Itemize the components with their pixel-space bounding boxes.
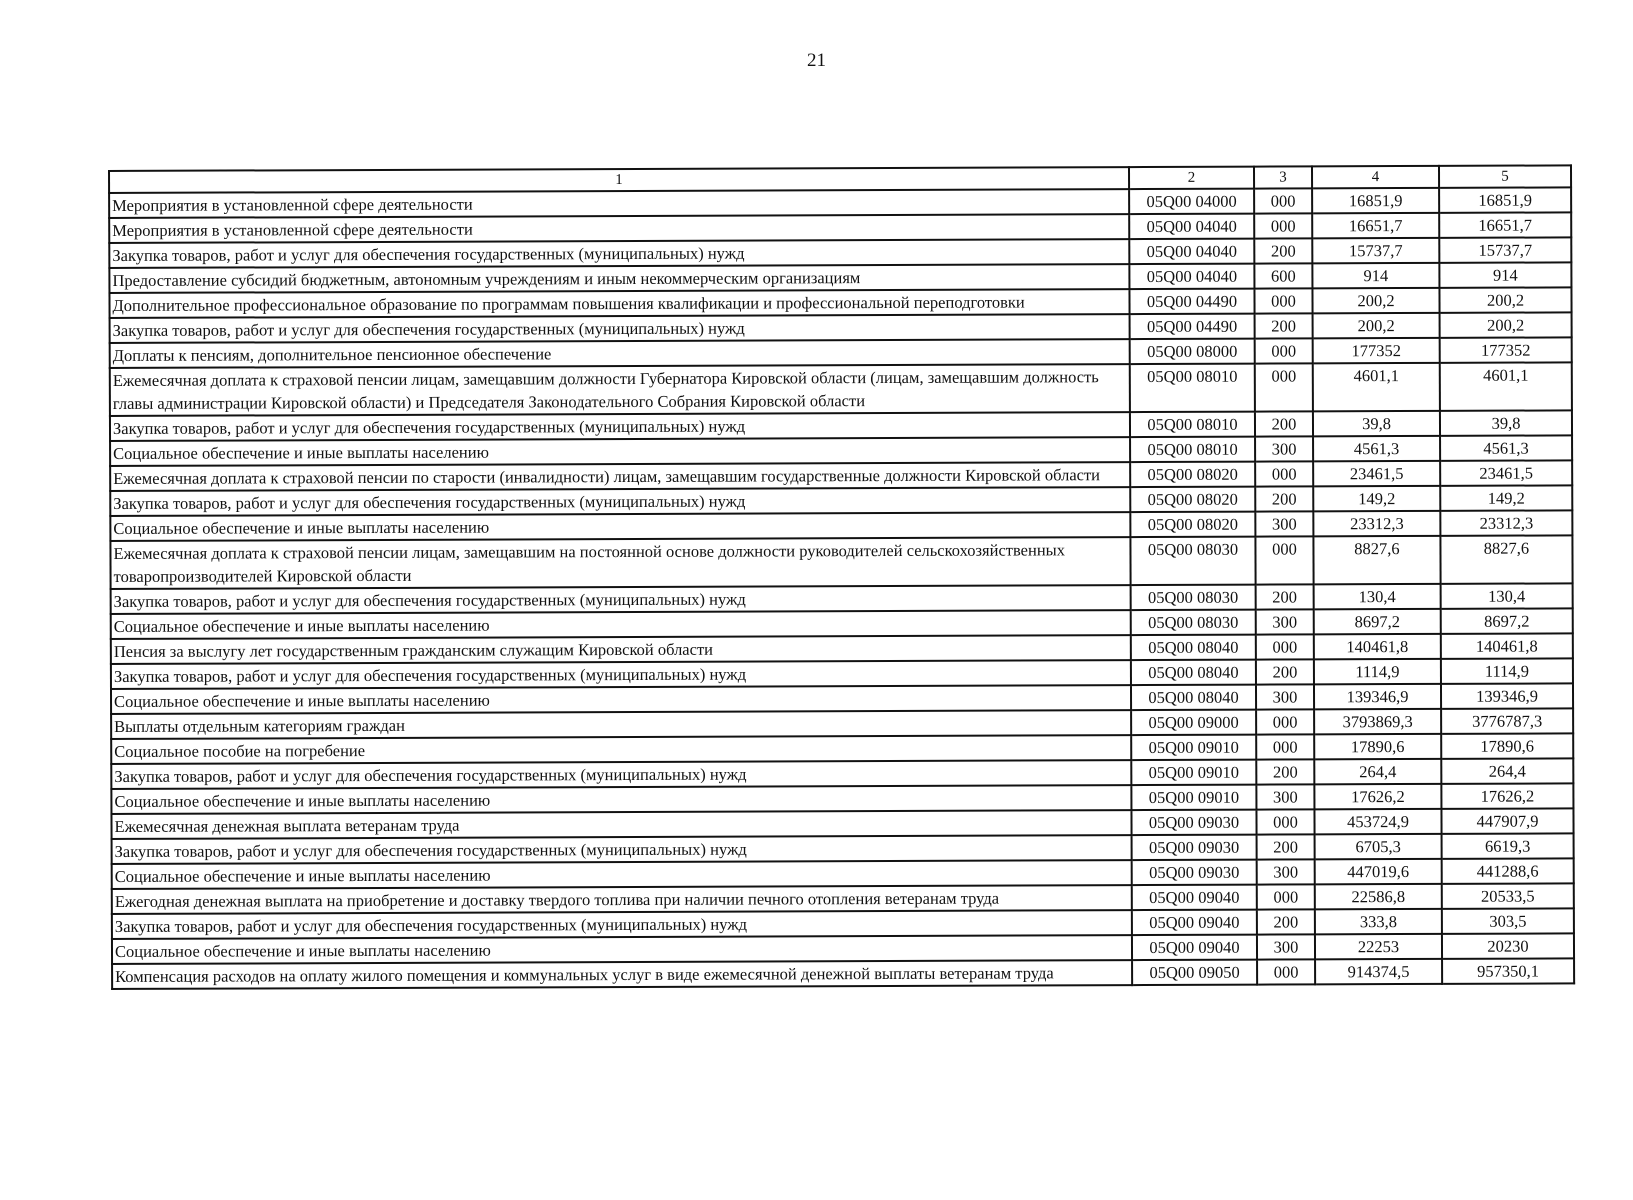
row-value-4-cell: 4601,1 (1313, 363, 1440, 411)
row-value-4-cell: 177352 (1313, 338, 1440, 363)
row-code-cell: 05Q00 09010 (1131, 760, 1256, 785)
row-code-cell: 05Q00 08040 (1131, 635, 1256, 660)
row-name-cell: Закупка товаров, работ и услуг для обеспечения государственных (муниципальных) нужд (110, 412, 1130, 441)
row-name-cell: Мероприятия в установленной сфере деятельности (109, 189, 1129, 218)
row-code-cell: 05Q00 09040 (1132, 885, 1257, 910)
row-code-cell: 05Q00 08030 (1130, 537, 1255, 585)
row-type-cell: 200 (1255, 411, 1313, 436)
row-value-4-cell: 914 (1312, 263, 1439, 288)
row-code-cell: 05Q00 09010 (1131, 785, 1256, 810)
row-code-cell: 05Q00 09040 (1132, 910, 1257, 935)
row-value-5-cell: 441288,6 (1442, 858, 1574, 884)
row-type-cell: 000 (1256, 809, 1314, 834)
row-type-cell: 200 (1257, 909, 1315, 934)
row-code-cell: 05Q00 09030 (1132, 860, 1257, 885)
row-name-cell: Социальное обеспечение и иные выплаты населению (112, 860, 1132, 889)
row-value-5-cell: 39,8 (1440, 410, 1572, 436)
row-name-cell: Закупка товаров, работ и услуг для обеспечения государственных (муниципальных) нужд (110, 314, 1130, 343)
row-name-cell: Предоставление субсидий бюджетным, автономным учреждениям и иным некоммерческим организациям (109, 264, 1129, 293)
row-value-4-cell: 130,4 (1314, 584, 1441, 609)
row-name-cell: Закупка товаров, работ и услуг для обеспечения государственных (муниципальных) нужд (112, 835, 1132, 864)
row-code-cell: 05Q00 09010 (1131, 735, 1256, 760)
row-value-4-cell: 16651,7 (1312, 213, 1439, 238)
row-code-cell: 05Q00 04040 (1129, 239, 1254, 264)
row-value-4-cell: 149,2 (1313, 486, 1440, 511)
column-header-3: 3 (1254, 166, 1312, 188)
row-type-cell: 300 (1255, 436, 1313, 461)
row-type-cell: 000 (1257, 959, 1315, 984)
row-value-5-cell: 149,2 (1440, 485, 1572, 511)
row-code-cell: 05Q00 08010 (1130, 437, 1255, 462)
row-type-cell: 300 (1256, 609, 1314, 634)
row-type-cell: 200 (1257, 834, 1315, 859)
row-value-5-cell: 15737,7 (1439, 237, 1571, 263)
row-value-5-cell: 4561,3 (1440, 435, 1572, 461)
row-name-cell: Ежемесячная доплата к страховой пенсии лицам, замещавшим на постоянной основе должности руководителей сельскохозяйственных товаропроизводителей Кировской области (110, 537, 1130, 589)
table-row (112, 958, 1574, 989)
row-value-5-cell: 1114,9 (1441, 658, 1573, 684)
row-code-cell: 05Q00 08010 (1130, 412, 1255, 437)
row-code-cell: 05Q00 09040 (1132, 935, 1257, 960)
row-value-5-cell: 17890,6 (1441, 733, 1573, 759)
row-code-cell: 05Q00 04490 (1129, 289, 1254, 314)
row-code-cell: 05Q00 08030 (1131, 585, 1256, 610)
row-value-4-cell: 3793869,3 (1314, 709, 1441, 734)
row-type-cell: 000 (1255, 461, 1313, 486)
row-code-cell: 05Q00 04040 (1129, 214, 1254, 239)
row-name-cell: Ежемесячная доплата к страховой пенсии по старости (инвалидности) лицам, замещавшим государственные должности Кировской области (110, 462, 1130, 491)
row-name-cell: Социальное обеспечение и иные выплаты населению (111, 785, 1131, 814)
row-value-4-cell: 17626,2 (1314, 784, 1441, 809)
row-code-cell: 05Q00 08040 (1131, 660, 1256, 685)
row-type-cell: 000 (1256, 634, 1314, 659)
row-name-cell: Социальное обеспечение и иные выплаты населению (110, 512, 1130, 541)
row-name-cell: Закупка товаров, работ и услуг для обеспечения государственных (муниципальных) нужд (111, 660, 1131, 689)
row-value-5-cell: 23461,5 (1440, 460, 1572, 486)
row-code-cell: 05Q00 04490 (1130, 314, 1255, 339)
row-type-cell: 000 (1256, 734, 1314, 759)
budget-table (108, 164, 1575, 990)
row-value-5-cell: 3776787,3 (1441, 708, 1573, 734)
row-value-5-cell: 23312,3 (1440, 510, 1572, 536)
row-value-4-cell: 23312,3 (1313, 511, 1440, 536)
row-value-5-cell: 20533,5 (1442, 883, 1574, 909)
column-header-5: 5 (1439, 165, 1571, 188)
row-name-cell: Компенсация расходов на оплату жилого помещения и коммунальных услуг в виде ежемесячной денежной выплаты ветеранам труда (112, 960, 1132, 989)
row-type-cell: 000 (1257, 884, 1315, 909)
row-type-cell: 200 (1255, 486, 1313, 511)
row-value-4-cell: 22253 (1315, 934, 1442, 959)
row-type-cell: 600 (1254, 263, 1312, 288)
row-type-cell: 300 (1256, 684, 1314, 709)
row-code-cell: 05Q00 09050 (1132, 960, 1257, 985)
row-type-cell: 000 (1254, 188, 1312, 213)
row-value-5-cell: 139346,9 (1441, 683, 1573, 709)
row-type-cell: 200 (1256, 584, 1314, 609)
row-code-cell: 05Q00 09000 (1131, 710, 1256, 735)
row-value-4-cell: 16851,9 (1312, 188, 1439, 213)
row-type-cell: 000 (1256, 709, 1314, 734)
row-name-cell: Социальное обеспечение и иные выплаты населению (112, 935, 1132, 964)
row-value-5-cell: 17626,2 (1441, 783, 1573, 809)
row-type-cell: 300 (1256, 784, 1314, 809)
row-name-cell: Ежемесячная доплата к страховой пенсии лицам, замещавшим должности Губернатора Кировской области (лицам, замещавшим должность главы администрации Кировской области) и Председателя Законодательного Собрания Кировской области (110, 364, 1130, 416)
row-value-4-cell: 17890,6 (1314, 734, 1441, 759)
row-value-4-cell: 447019,6 (1315, 859, 1442, 884)
row-type-cell: 300 (1255, 511, 1313, 536)
row-name-cell: Доплаты к пенсиям, дополнительное пенсионное обеспечение (110, 339, 1130, 368)
row-type-cell: 000 (1255, 536, 1313, 584)
table-row (110, 362, 1572, 416)
table-row (110, 535, 1572, 589)
row-type-cell: 300 (1257, 859, 1315, 884)
row-name-cell: Социальное пособие на погребение (111, 735, 1131, 764)
row-code-cell: 05Q00 08040 (1131, 685, 1256, 710)
row-code-cell: 05Q00 08020 (1130, 512, 1255, 537)
row-value-5-cell: 16851,9 (1439, 187, 1571, 213)
row-type-cell: 000 (1255, 363, 1313, 411)
row-value-4-cell: 6705,3 (1315, 834, 1442, 859)
row-code-cell: 05Q00 04000 (1129, 189, 1254, 214)
row-type-cell: 300 (1257, 934, 1315, 959)
row-value-4-cell: 8697,2 (1314, 609, 1441, 634)
row-name-cell: Ежемесячная денежная выплата ветеранам труда (111, 810, 1131, 839)
row-name-cell: Закупка товаров, работ и услуг для обеспечения государственных (муниципальных) нужд (111, 760, 1131, 789)
row-code-cell: 05Q00 09030 (1131, 810, 1256, 835)
row-value-4-cell: 15737,7 (1312, 238, 1439, 263)
row-value-4-cell: 453724,9 (1314, 809, 1441, 834)
row-name-cell: Дополнительное профессиональное образование по программам повышения квалификации и профессиональной переподготовки (109, 289, 1129, 318)
row-code-cell: 05Q00 08030 (1131, 610, 1256, 635)
row-code-cell: 05Q00 08010 (1130, 364, 1255, 412)
row-value-4-cell: 1114,9 (1314, 659, 1441, 684)
row-type-cell: 200 (1255, 313, 1313, 338)
row-code-cell: 05Q00 08020 (1130, 462, 1255, 487)
row-value-5-cell: 200,2 (1440, 312, 1572, 338)
row-code-cell: 05Q00 08020 (1130, 487, 1255, 512)
row-type-cell: 000 (1254, 288, 1312, 313)
row-value-5-cell: 8697,2 (1441, 608, 1573, 634)
row-value-4-cell: 914374,5 (1315, 959, 1442, 984)
row-name-cell: Ежегодная денежная выплата на приобретение и доставку твердого топлива при наличии печного отопления ветеранам труда (112, 885, 1132, 914)
row-value-5-cell: 4601,1 (1440, 362, 1572, 411)
row-type-cell: 000 (1254, 213, 1312, 238)
row-value-5-cell: 8827,6 (1440, 535, 1572, 584)
row-value-4-cell: 264,4 (1314, 759, 1441, 784)
column-header-2: 2 (1129, 167, 1254, 189)
row-value-4-cell: 333,8 (1315, 909, 1442, 934)
column-header-4: 4 (1312, 166, 1439, 188)
row-value-4-cell: 140461,8 (1314, 634, 1441, 659)
row-value-5-cell: 6619,3 (1442, 833, 1574, 859)
row-code-cell: 05Q00 04040 (1129, 264, 1254, 289)
row-value-4-cell: 200,2 (1312, 288, 1439, 313)
row-name-cell: Закупка товаров, работ и услуг для обеспечения государственных (муниципальных) нужд (112, 910, 1132, 939)
row-value-5-cell: 20230 (1442, 933, 1574, 959)
row-name-cell: Закупка товаров, работ и услуг для обеспечения государственных (муниципальных) нужд (111, 585, 1131, 614)
row-value-5-cell: 957350,1 (1442, 958, 1574, 984)
row-value-4-cell: 22586,8 (1315, 884, 1442, 909)
row-value-5-cell: 303,5 (1442, 908, 1574, 934)
row-value-5-cell: 177352 (1440, 337, 1572, 363)
row-code-cell: 05Q00 09030 (1132, 835, 1257, 860)
row-value-5-cell: 140461,8 (1441, 633, 1573, 659)
row-value-4-cell: 23461,5 (1313, 461, 1440, 486)
row-name-cell: Пенсия за выслугу лет государственным гражданским служащим Кировской области (111, 635, 1131, 664)
row-value-4-cell: 4561,3 (1313, 436, 1440, 461)
row-value-5-cell: 200,2 (1439, 287, 1571, 313)
row-type-cell: 200 (1254, 238, 1312, 263)
row-name-cell: Мероприятия в установленной сфере деятельности (109, 214, 1129, 243)
row-value-5-cell: 16651,7 (1439, 212, 1571, 238)
row-value-5-cell: 914 (1439, 262, 1571, 288)
row-name-cell: Закупка товаров, работ и услуг для обеспечения государственных (муниципальных) нужд (110, 487, 1130, 516)
row-code-cell: 05Q00 08000 (1130, 339, 1255, 364)
row-value-5-cell: 130,4 (1441, 583, 1573, 609)
row-value-5-cell: 264,4 (1441, 758, 1573, 784)
row-type-cell: 000 (1255, 338, 1313, 363)
row-value-4-cell: 39,8 (1313, 411, 1440, 436)
row-value-4-cell: 200,2 (1313, 313, 1440, 338)
row-type-cell: 200 (1256, 659, 1314, 684)
row-name-cell: Социальное обеспечение и иные выплаты населению (111, 610, 1131, 639)
row-name-cell: Выплаты отдельным категориям граждан (111, 710, 1131, 739)
row-name-cell: Закупка товаров, работ и услуг для обеспечения государственных (муниципальных) нужд (109, 239, 1129, 268)
row-value-5-cell: 447907,9 (1441, 808, 1573, 834)
row-value-4-cell: 139346,9 (1314, 684, 1441, 709)
column-header-1: 1 (109, 167, 1129, 193)
row-value-4-cell: 8827,6 (1313, 536, 1440, 584)
row-name-cell: Социальное обеспечение и иные выплаты населению (111, 685, 1131, 714)
page-number: 21 (807, 50, 826, 71)
row-type-cell: 200 (1256, 759, 1314, 784)
row-name-cell: Социальное обеспечение и иные выплаты населению (110, 437, 1130, 466)
